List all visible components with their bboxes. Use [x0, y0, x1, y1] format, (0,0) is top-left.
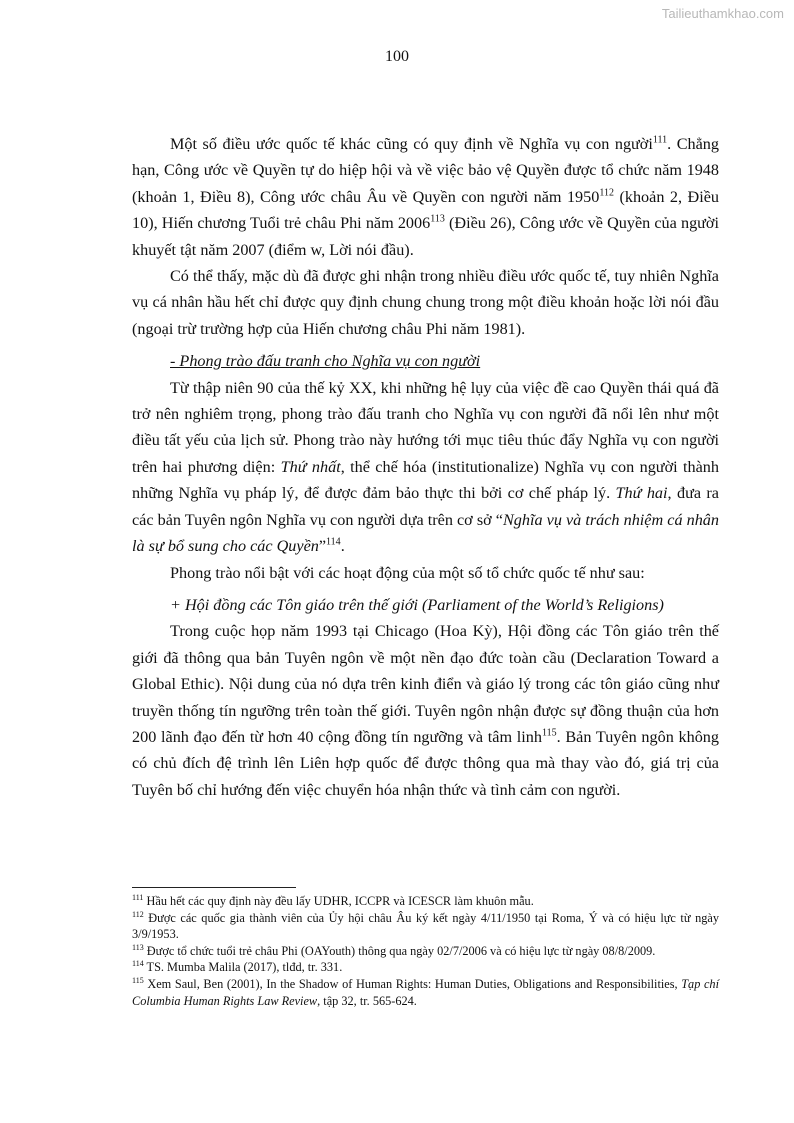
footnote-text: TS. Mumba Malila (2017), tlđd, tr. 331. — [143, 960, 343, 975]
text: , đưa ra các bản Tuyên ngôn Nghĩa vụ con người dựa trên cơ sở “ — [132, 484, 719, 529]
text: . Chẳng hạn, Công ước về Quyền tự do hiệp hội và về việc bảo vệ Quyền được tổ chức năm 1948 (khoản 1, Điều 8), Công ước châu Âu về Quyền con người năm 1950 — [132, 135, 719, 206]
footnote-ref-113[interactable]: 113 — [430, 213, 445, 225]
footnote-111 — [132, 893, 719, 910]
footnote-115 — [132, 976, 719, 1009]
paragraph-5 — [132, 618, 719, 803]
italic-text: Thứ nhất — [280, 457, 341, 476]
text: (Điều 26), Công ước về Quyền của người khuyết tật năm 2007 (điểm w, Lời nói đầu). — [132, 214, 719, 259]
italic-quote: Nghĩa vụ và trách nhiệm cá nhân là sự bổ sung cho các Quyền — [132, 510, 719, 556]
text: Trong cuộc họp năm 1993 tại Chicago (Hoa Kỳ), Hội đồng các Tôn giáo trên thế giới đã thông qua bản Tuyên ngôn về một nền đạo đức toàn cầu (Declaration Toward a Global Ethic). Nội dung của nó dựa trên kinh điển và giáo lý trong các tôn giáo cũng như truyền thống tín ngưỡng trên toàn thế giới. Tuyên ngôn nhận được sự đồng thuận của hơn 200 lãnh đạo đến từ hơn 40 cộng đồng tín ngưỡng và tâm linh — [132, 622, 719, 746]
paragraph-1 — [132, 131, 719, 263]
footnote-ref-111[interactable]: 111 — [652, 134, 668, 146]
footnote-text: Xem Saul, Ben (2001), In the Shadow of Human Rights: Human Duties, Obligations and Responsibilities, — [143, 976, 682, 991]
paragraph-2: Có thể thấy, mặc dù đã được ghi nhận trong nhiều điều ước quốc tế, tuy nhiên Nghĩa vụ cá nhân hầu hết chỉ được quy định chung chung trong một điều khoản hoặc lời nói đầu (ngoại trừ trường hợp của Hiến chương châu Phi năm 1981). — [132, 267, 719, 338]
footnote-text: Được tổ chức tuổi trẻ châu Phi (OAYouth) thông qua ngày 02/7/2006 và có hiệu lực từ ngày 08/8/2009. — [143, 943, 656, 958]
main-text — [132, 131, 719, 803]
footnotes — [132, 893, 719, 1009]
page-number: 100 — [385, 48, 409, 65]
section-heading-parliament: + Hội đồng các Tôn giáo trên thế giới (Parliament of the World’s Religions) — [170, 595, 664, 614]
footnote-number: 114 — [132, 959, 144, 969]
footnote-114 — [132, 959, 719, 976]
footnote-number: 111 — [132, 892, 144, 902]
footnote-number: 113 — [132, 942, 144, 952]
paragraph-3 — [132, 375, 719, 560]
footnote-ref-114[interactable]: 114 — [326, 536, 341, 548]
footnote-text: , tập 32, tr. 565-624. — [317, 993, 417, 1008]
footnote-text: Hầu hết các quy định này đều lấy UDHR, ICCPR và ICESCR làm khuôn mẫu. — [143, 894, 534, 908]
footnote-separator — [132, 887, 296, 888]
text: (khoản 2, Điều 10), Hiến chương Tuổi trẻ châu Phi năm 2006 — [132, 187, 719, 233]
paragraph-4: Phong trào nổi bật với các hoạt động của một số tổ chức quốc tế như sau: — [170, 563, 645, 582]
footnote-113 — [132, 943, 719, 960]
text: . — [340, 537, 345, 556]
text: Từ thập niên 90 của thế kỷ XX, khi những hệ lụy của việc đề cao Quyền thái quá đã trở nên nghiêm trọng, phong trào đấu tranh cho Nghĩa vụ con người đã nổi lên như một điều tất yếu của lịch sử. Phong trào này hướng tới mục tiêu thúc đẩy Nghĩa vụ con người trên hai phương diện: — [132, 378, 719, 476]
text: ” — [318, 537, 327, 556]
text: . Bản Tuyên ngôn không có chủ đích đệ trình lên Liên hợp quốc để được thông qua mà thay vào đó, giá trị của Tuyên bố chỉ hướng đến việc chuyển hóa nhận thức và tình cảm con người. — [132, 727, 719, 799]
italic-text: Thứ hai — [615, 484, 668, 503]
heading-text: - Phong trào đấu tranh cho Nghĩa vụ con người — [170, 352, 481, 371]
footnote-ref-112[interactable]: 112 — [599, 187, 614, 199]
footnote-112 — [132, 910, 719, 943]
journal-title: Tạp chí Columbia Human Rights Law Review — [132, 976, 720, 1008]
footnote-number: 115 — [132, 975, 144, 985]
footnote-ref-115[interactable]: 115 — [541, 727, 557, 739]
text: , thể chế hóa (institutionalize) Nghĩa vụ con người thành những Nghĩa vụ pháp lý, để được đảm bảo thực thi bởi cơ chế pháp lý. — [132, 457, 719, 503]
watermark: Tailieuthamkhao.com — [661, 6, 784, 21]
footnote-number: 112 — [132, 909, 144, 919]
footnote-text: Được các quốc gia thành viên của Ủy hội châu Âu ký kết ngày 4/11/1950 tại Roma, Ý và có hiệu lực từ ngày 3/9/1953. — [132, 910, 719, 942]
section-heading-movement — [132, 348, 719, 374]
text: Một số điều ước quốc tế khác cũng có quy định về Nghĩa vụ con người — [170, 135, 653, 153]
